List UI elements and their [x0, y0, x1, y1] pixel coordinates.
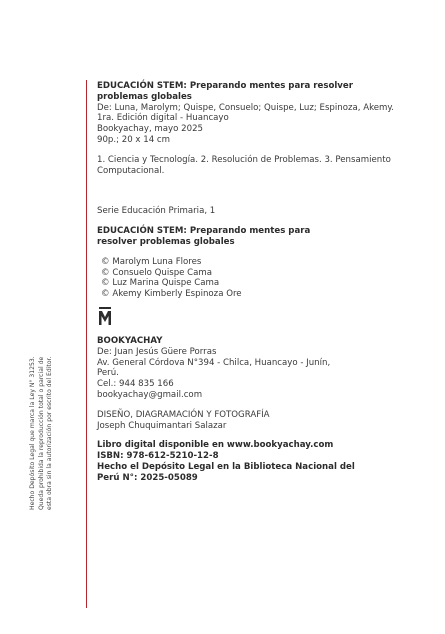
- publisher-name: BOOKYACHAY: [97, 335, 163, 346]
- design-name: Joseph Chuquimantari Salazar: [97, 420, 227, 431]
- series-label: Serie Educación Primaria, 1: [97, 206, 216, 217]
- catalog-edition: 1ra. Edición digital - Huancayo: [97, 113, 229, 124]
- catalog-title: EDUCACIÓN STEM: Preparando mentes para resolver problemas globales: [97, 81, 353, 102]
- publisher-phone: Cel.: 944 835 166: [97, 379, 174, 390]
- book-title: EDUCACIÓN STEM: Preparando mentes para resolver problemas globales: [97, 226, 311, 247]
- publisher-email: bookyachay@gmail.com: [97, 389, 203, 400]
- side-note-line: Queda prohibida la reproducción total o parcial de: [37, 356, 45, 510]
- copyright-page-content: [97, 81, 397, 484]
- publisher-by: De: Juan Jesús Güere Porras: [97, 346, 217, 357]
- legal-side-note: [29, 310, 55, 510]
- catalog-subjects: 1. Ciencia y Tecnología. 2. Resolución de Problemas. 3. Pensamiento Computacional.: [97, 154, 391, 176]
- catalog-physical: 90p.; 20 x 14 cm: [97, 134, 170, 145]
- catalog-authors: De: Luna, Marolym; Quispe, Consuelo; Quispe, Luz; Espinoza, Akemy.: [97, 102, 395, 113]
- publisher-address: Av. General Córdova N°394 - Chilca, Huancayo - Junín, Perú.: [97, 357, 331, 379]
- side-note-line: esta obra sin la autorización por escrito del Editor.: [46, 356, 53, 510]
- copyright-line: © Luz Marina Quispe Cama: [101, 278, 220, 289]
- copyright-line: © Marolym Luna Flores: [101, 256, 202, 267]
- design-heading: DISEÑO, DIAGRAMACIÓN Y FOTOGRAFÍA: [97, 409, 270, 420]
- bookyachay-logo-icon: [98, 306, 112, 326]
- side-note-line: Hecho Depósito Legal que marca la Ley N° 31253.: [29, 356, 36, 510]
- copyright-line: © Consuelo Quispe Cama: [101, 267, 213, 278]
- red-margin-line: [86, 80, 87, 608]
- digital-availability: Libro digital disponible en www.bookyachay.com: [97, 440, 334, 451]
- legal-deposit: Hecho el Depósito Legal en la Biblioteca Nacional del Perú N°: 2025-05089: [97, 461, 355, 483]
- copyright-line: © Akemy Kimberly Espinoza Ore: [101, 289, 242, 300]
- catalog-publisher-date: Bookyachay, mayo 2025: [97, 124, 204, 135]
- isbn: ISBN: 978-612-5210-12-8: [97, 451, 219, 462]
